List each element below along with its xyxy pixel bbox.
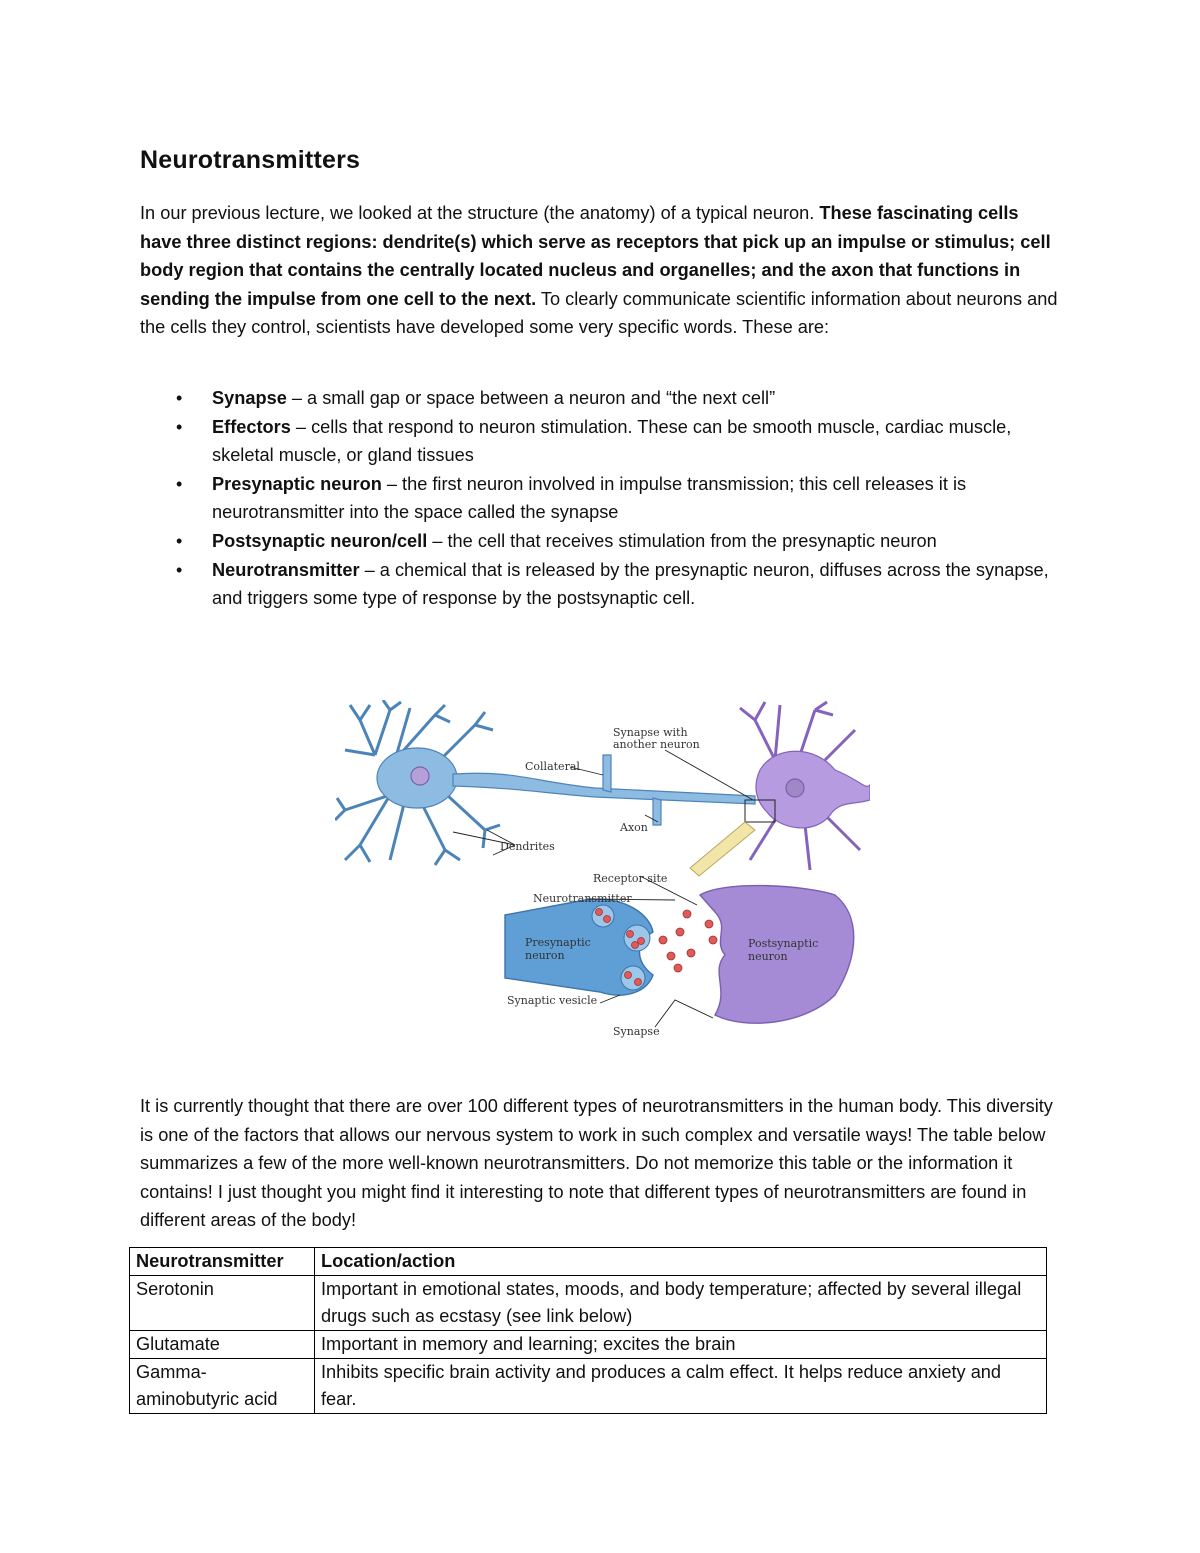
list-item [140, 470, 1060, 527]
term-label: Synapse [212, 388, 287, 408]
term-definition: – the cell that receives stimulation from the presynaptic neuron [427, 530, 937, 551]
label-axon: Axon [620, 821, 648, 834]
terms-list [140, 384, 1060, 613]
bullet-icon: • [176, 530, 183, 551]
table-row [130, 1359, 1047, 1414]
second-paragraph: It is currently thought that there are over 100 different types of neurotransmitters in the human body. This diversity is one of the factors that allows our nervous system to work in such complex and versatile ways! The table below summarizes a few of the more well-known neurotransmitters. Do not memorize this table or the information it contains! I just thought you might find it interesting to note that different types of neurotransmitters are found in different areas of the body! [140, 1096, 1053, 1231]
column-header-neurotransmitter: Neurotransmitter [130, 1248, 315, 1276]
neuron-synapse-diagram [335, 700, 870, 1045]
label-presynaptic-2: neuron [525, 949, 565, 962]
cell-location-action: Inhibits specific brain activity and produces a calm effect. It helps reduce anxiety and fear. [315, 1359, 1047, 1414]
column-header-location-action: Location/action [315, 1248, 1047, 1276]
cell-neurotransmitter: Serotonin [130, 1276, 315, 1331]
bullet-icon: • [176, 559, 183, 580]
list-item [140, 527, 1060, 556]
term-definition: – a small gap or space between a neuron and “the next cell” [286, 388, 776, 408]
bullet-icon: • [176, 388, 183, 408]
cell-neurotransmitter: Gamma-aminobutyric acid [130, 1359, 315, 1414]
intro-sentence-1: In our previous lecture, we looked at the structure (the anatomy) of a typical neuron. [140, 203, 820, 223]
zoom-arrow [690, 822, 755, 876]
label-synapse: Synapse [613, 1025, 660, 1038]
cell-location-action: Important in memory and learning; excites the brain [315, 1331, 1047, 1359]
list-item [140, 384, 1060, 413]
label-postsynaptic-2: neuron [748, 950, 788, 963]
term-definition: – a chemical that is released by the presynaptic neuron, diffuses across the synapse, and triggers some type of response by the postsynaptic cell. [212, 559, 1049, 609]
term-label: Effectors [212, 416, 291, 437]
label-dendrites: Dendrites [500, 840, 555, 853]
label-collateral: Collateral [525, 760, 580, 773]
label-postsynaptic-1: Postsynaptic [748, 937, 819, 950]
intro-bold-text: These fascinating cells have three distinct regions: dendrite(s) which serve as receptors that pick up an impulse or stimulus; cell body region that contains the centrally located nucleus and organelles; and the axon that functions in sending the impulse from one cell to the next. [140, 203, 1051, 309]
list-item [140, 413, 1060, 470]
bullet-icon: • [176, 416, 183, 437]
label-synaptic-vesicle: Synaptic vesicle [507, 994, 598, 1007]
term-label: Presynaptic neuron [212, 473, 382, 494]
cell-neurotransmitter: Glutamate [130, 1331, 315, 1359]
term-definition: – cells that respond to neuron stimulation. These can be smooth muscle, cardiac muscle, skeletal muscle, or gland tissues [212, 416, 1012, 466]
postsynaptic-neuron-illustration [740, 702, 870, 870]
label-presynaptic-1: Presynaptic [525, 936, 591, 949]
label-synapse-with-2: another neuron [613, 738, 700, 751]
table-row [130, 1331, 1047, 1359]
page-title: Neurotransmitters [140, 146, 361, 174]
intro-paragraph [140, 199, 1060, 342]
label-synapse-with-1: Synapse with [613, 726, 688, 739]
term-definition: – the first neuron involved in impulse transmission; this cell releases it is neurotransmitter into the space called the synapse [212, 473, 967, 523]
term-label: Postsynaptic neuron/cell [212, 530, 428, 551]
neurotransmitter-table [129, 1247, 1047, 1414]
bullet-icon: • [176, 473, 183, 494]
cell-location-action: Important in emotional states, moods, and body temperature; affected by several illegal drugs such as ecstasy (see link below) [315, 1276, 1047, 1331]
term-label: Neurotransmitter [212, 559, 360, 580]
label-receptor-site: Receptor site [593, 872, 668, 885]
label-neurotransmitter: Neurotransmitter [533, 892, 632, 905]
table-row [130, 1276, 1047, 1331]
intro-sentence-2: To clearly communicate scientific information about neurons and the cells they control, scientists have developed some very specific words. These are: [140, 288, 1058, 338]
list-item [140, 556, 1060, 613]
table-header-row [130, 1248, 1047, 1276]
